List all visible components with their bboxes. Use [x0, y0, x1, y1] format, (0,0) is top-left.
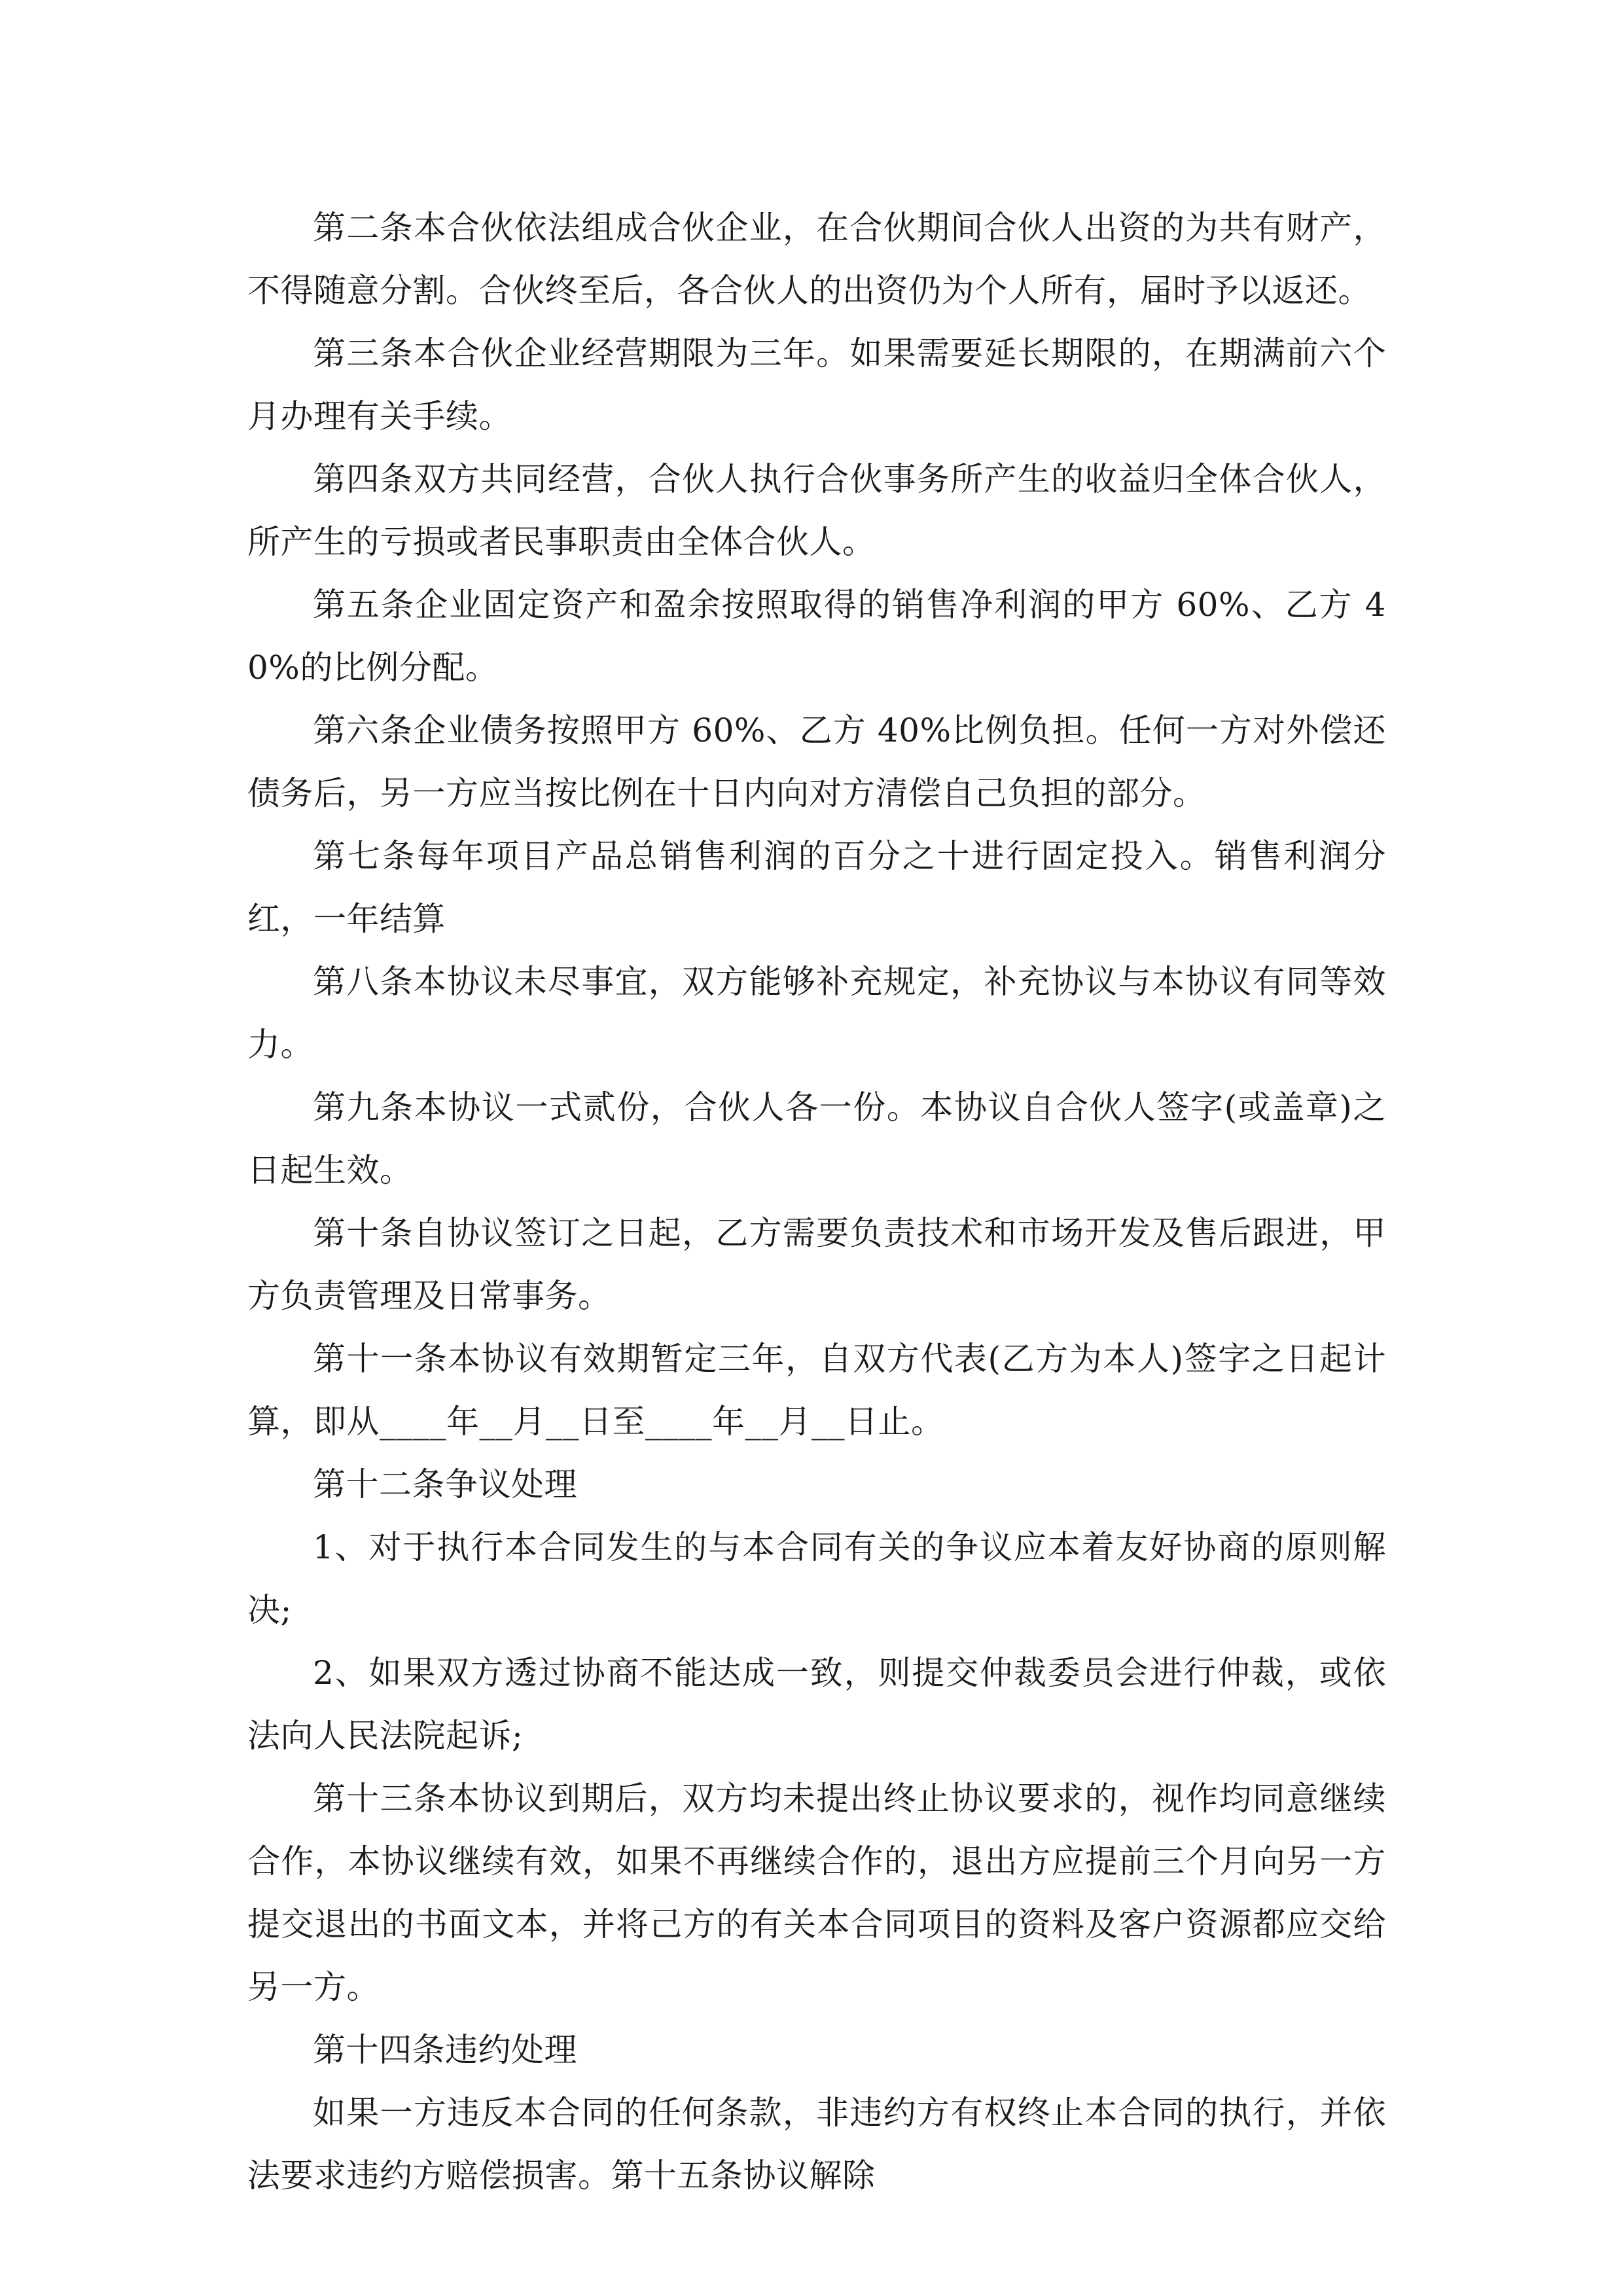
clause-10-paragraph: 第十条自协议签订之日起，乙方需要负责技术和市场开发及售后跟进，甲方负责管理及日常事务。 [247, 1214, 1386, 1315]
clause-9-paragraph: 第九条本协议一式贰份，合伙人各一份。本协议自合伙人签字(或盖章)之日起生效。 [247, 1088, 1386, 1189]
clause-12-item-1: 1、对于执行本合同发生的与本合同有关的争议应本着友好协商的原则解决; [247, 1528, 1386, 1629]
clause-7-paragraph: 第七条每年项目产品总销售利润的百分之十进行固定投入。销售利润分红，一年结算 [247, 837, 1386, 938]
clause-12-heading: 第十二条争议处理 [313, 1465, 577, 1503]
clause-11-paragraph: 第十一条本协议有效期暂定三年，自双方代表(乙方为本人)签字之日起计算，即从____年__月__日至____年__月__日止。 [247, 1340, 1386, 1441]
clause-5-paragraph: 第五条企业固定资产和盈余按照取得的销售净利润的甲方 60%、乙方 40%的比例分配。 [247, 586, 1386, 687]
clause-4-paragraph: 第四条双方共同经营，合伙人执行合伙事务所产生的收益归全体合伙人，所产生的亏损或者民事职责由全体合伙人。 [247, 460, 1386, 561]
clause-12-item-2: 2、如果双方透过协商不能达成一致，则提交仲裁委员会进行仲裁，或依法向人民法院起诉; [247, 1654, 1386, 1755]
clause-8-paragraph: 第八条本协议未尽事宜，双方能够补充规定，补充协议与本协议有同等效力。 [247, 963, 1386, 1064]
clause-6-paragraph: 第六条企业债务按照甲方 60%、乙方 40%比例负担。任何一方对外偿还债务后，另一方应当按比例在十日内向对方清偿自己负担的部分。 [247, 711, 1386, 812]
clause-2-paragraph: 第二条本合伙依法组成合伙企业，在合伙期间合伙人出资的为共有财产，不得随意分割。合伙终至后，各合伙人的出资仍为个人所有，届时予以返还。 [247, 209, 1386, 310]
clause-14-heading: 第十四条违约处理 [313, 2031, 577, 2069]
clause-14-body: 如果一方违反本合同的任何条款，非违约方有权终止本合同的执行，并依法要求违约方赔偿损害。第十五条协议解除 [247, 2094, 1386, 2195]
clause-13-paragraph: 第十三条本协议到期后，双方均未提出终止协议要求的，视作均同意继续合作，本协议继续有效，如果不再继续合作的，退出方应提前三个月向另一方提交退出的书面文本，并将己方的有关本合同项目的资料及客户资源都应交给另一方。 [247, 1780, 1386, 2006]
document-body [247, 196, 1386, 2207]
clause-3-paragraph: 第三条本合伙企业经营期限为三年。如果需要延长期限的，在期满前六个月办理有关手续。 [247, 334, 1386, 435]
